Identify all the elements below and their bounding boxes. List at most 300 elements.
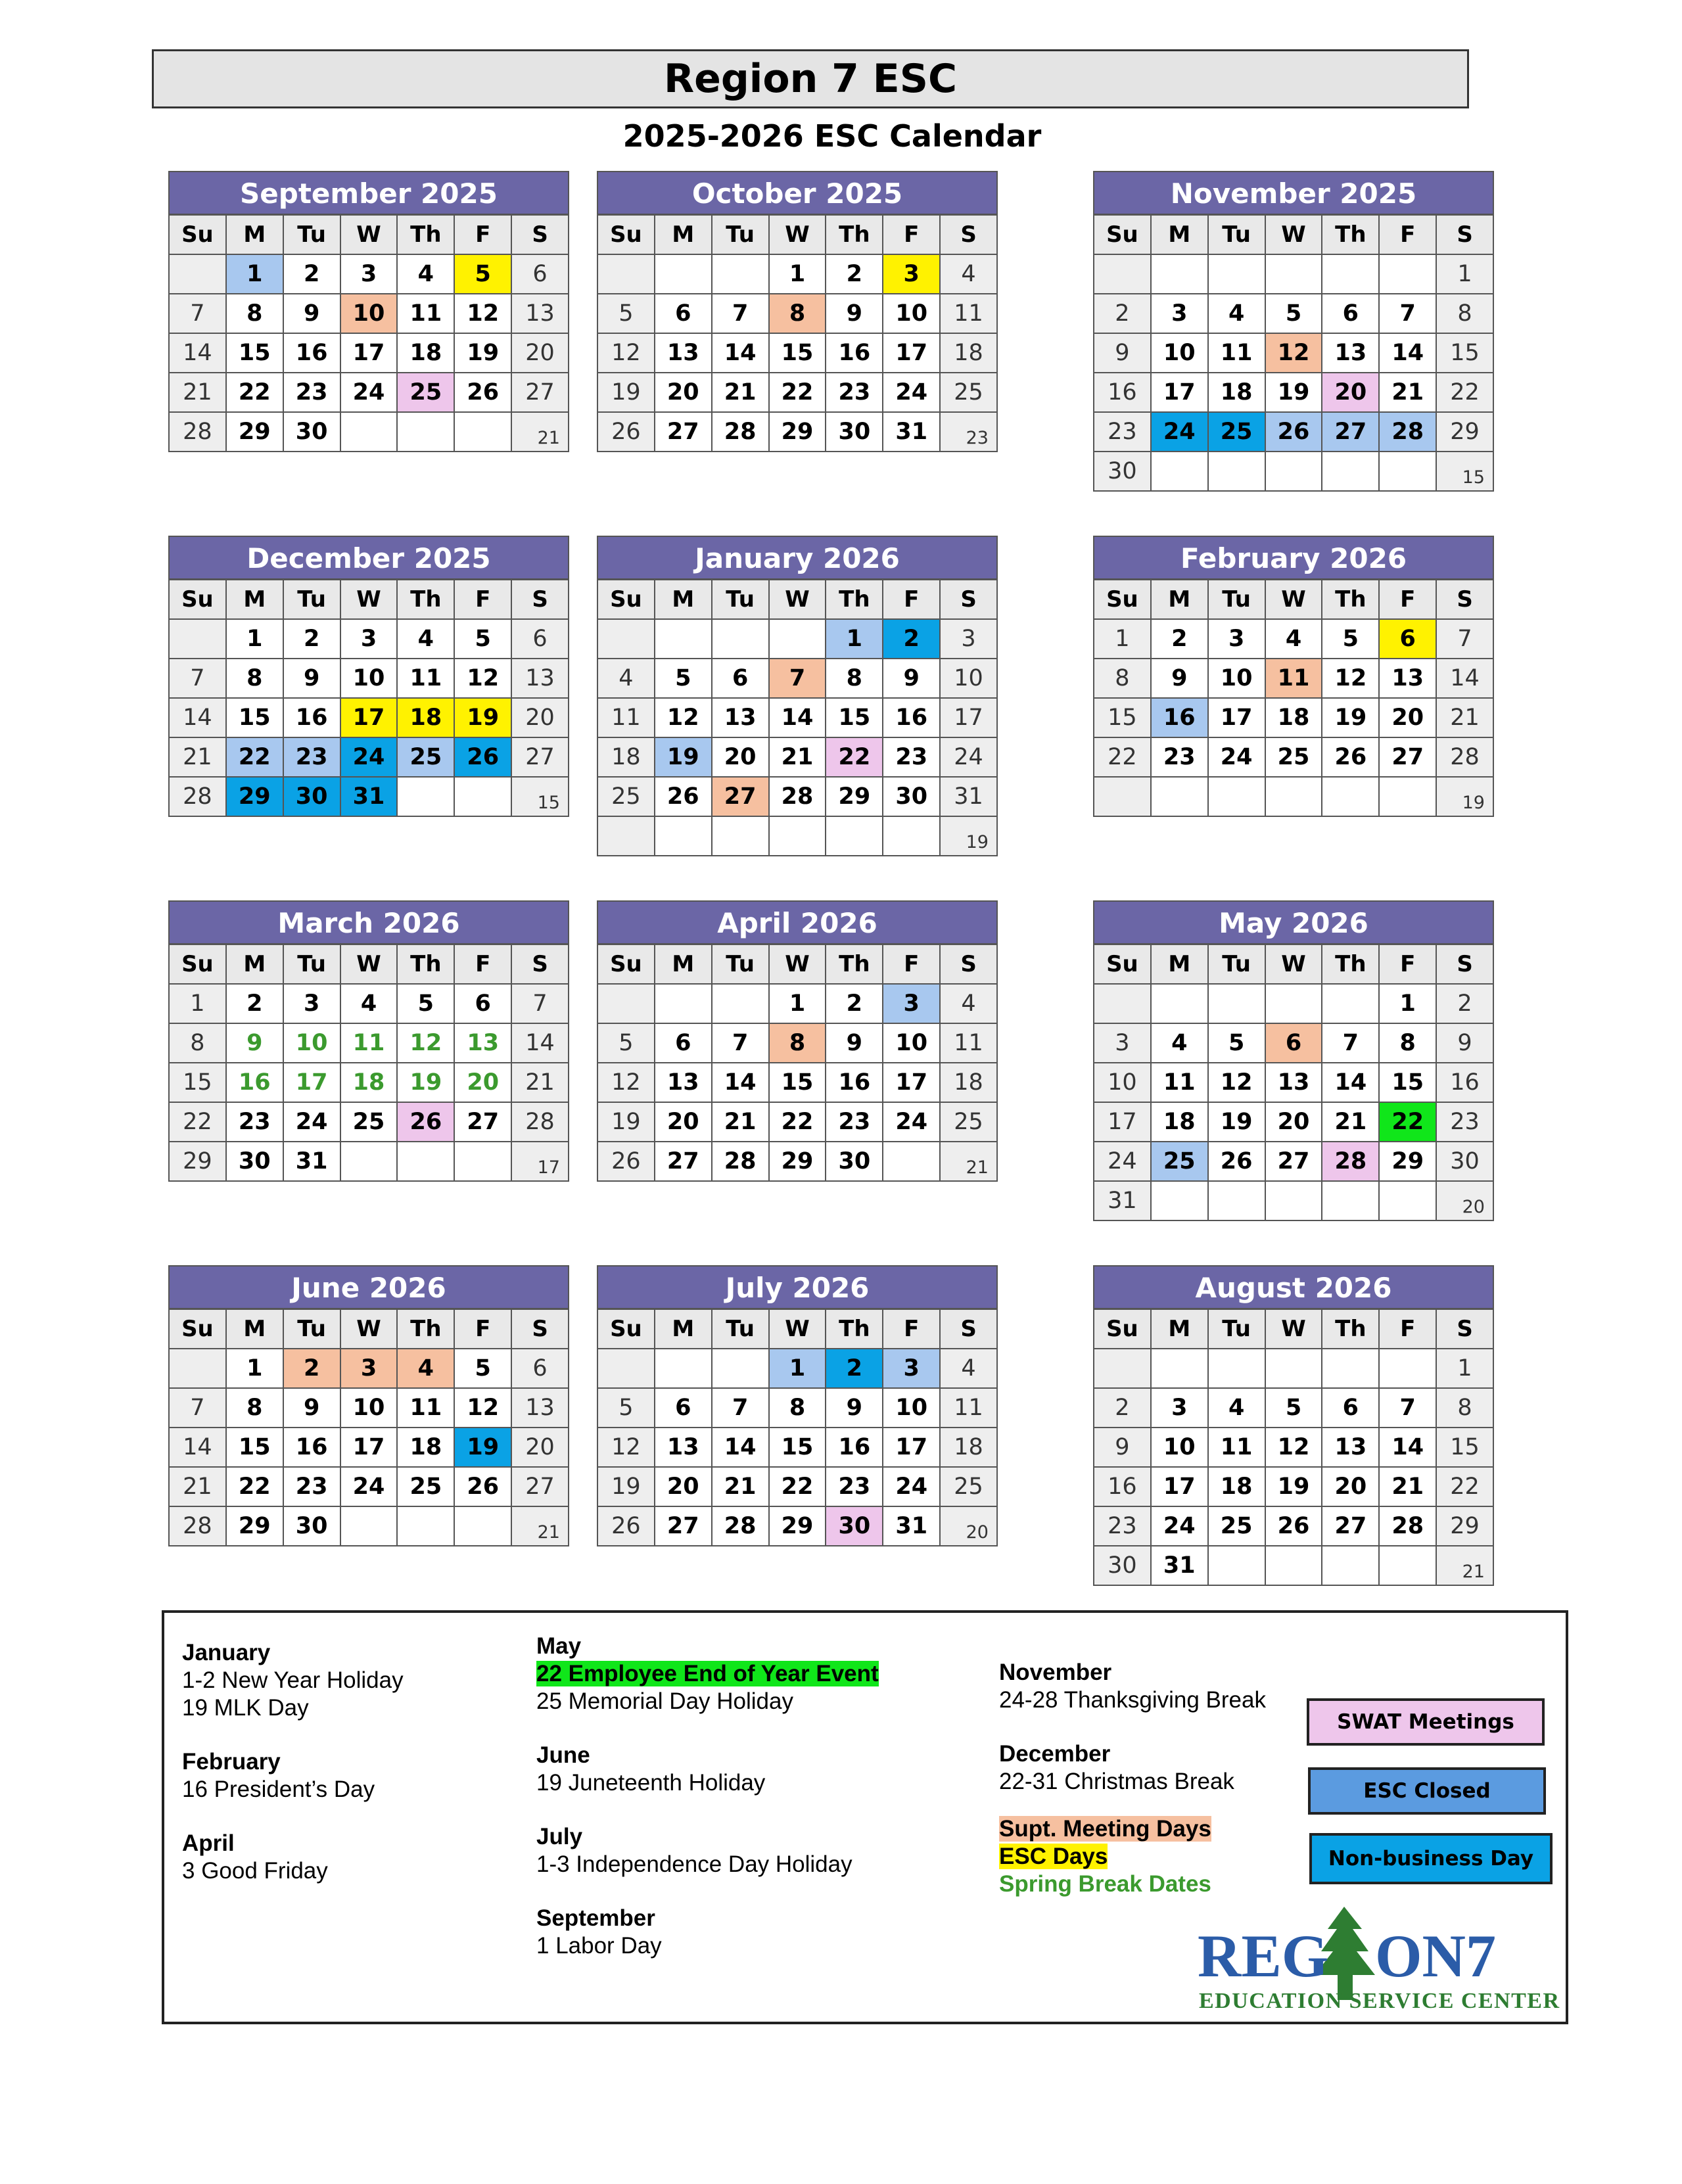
weekday-header: Tu: [284, 1310, 341, 1349]
empty-cell: [1152, 778, 1209, 817]
day-cell: 2: [1094, 294, 1152, 334]
day-cell: 27: [512, 1468, 569, 1507]
day-cell: 28: [770, 778, 827, 817]
weekday-header: Tu: [713, 216, 770, 255]
day-cell: 8: [770, 1024, 827, 1063]
day-cell: 5: [398, 985, 455, 1024]
weekday-header: S: [512, 216, 569, 255]
weekday-header: S: [512, 1310, 569, 1349]
day-cell: 19: [598, 1103, 655, 1142]
weekday-header: M: [227, 1310, 284, 1349]
legend-september-line: 1 Labor Day: [536, 1933, 662, 1959]
day-cell: 20: [655, 1103, 713, 1142]
day-cell: 10: [341, 659, 398, 699]
day-cell: 9: [826, 1389, 883, 1428]
day-cell: 22: [1437, 373, 1494, 413]
key-non-business-day: Non-business Day: [1309, 1833, 1553, 1884]
empty-cell: [1266, 985, 1323, 1024]
day-cell: 19: [455, 334, 512, 373]
empty-cell: [1152, 255, 1209, 294]
legend-esc-days: ESC Days: [999, 1844, 1108, 1869]
weekday-header: W: [770, 1310, 827, 1349]
workday-count-value: 20: [1462, 1197, 1485, 1217]
day-cell: 8: [1437, 1389, 1494, 1428]
day-cell: 24: [1094, 1142, 1152, 1182]
day-cell: 16: [284, 699, 341, 738]
legend-january-line: 1-2 New Year Holiday: [182, 1667, 404, 1693]
empty-cell: [1266, 1349, 1323, 1389]
day-cell: 18: [398, 1428, 455, 1468]
day-cell: 17: [883, 1428, 941, 1468]
day-cell: 5: [1209, 1024, 1266, 1063]
month-calendar: [168, 536, 569, 817]
empty-cell: [655, 1349, 713, 1389]
day-cell: 22: [227, 738, 284, 778]
day-cell: 19: [455, 699, 512, 738]
day-cell: 25: [1209, 1507, 1266, 1546]
month-title: October 2025: [597, 171, 998, 215]
day-cell: 23: [1437, 1103, 1494, 1142]
weekday-header: S: [512, 945, 569, 985]
day-cell: 30: [227, 1142, 284, 1182]
day-cell: 25: [941, 1468, 998, 1507]
day-cell: 10: [341, 1389, 398, 1428]
day-cell: 29: [1380, 1142, 1437, 1182]
day-cell: 4: [1209, 1389, 1266, 1428]
day-cell: 3: [883, 1349, 941, 1389]
day-cell: 17: [341, 1428, 398, 1468]
day-cell: 5: [598, 1024, 655, 1063]
month-grid: [168, 1309, 569, 1546]
day-cell: 29: [227, 778, 284, 817]
day-cell: 21: [512, 1063, 569, 1103]
day-cell: 16: [826, 1428, 883, 1468]
day-cell: 6: [655, 1024, 713, 1063]
day-cell: 3: [1152, 294, 1209, 334]
day-cell: 29: [770, 1507, 827, 1546]
empty-cell: [713, 817, 770, 856]
day-cell: 25: [598, 778, 655, 817]
workday-count-value: 15: [1462, 467, 1485, 488]
day-cell: 17: [883, 334, 941, 373]
day-cell: 27: [455, 1103, 512, 1142]
day-cell: 14: [713, 334, 770, 373]
day-cell: 26: [598, 1142, 655, 1182]
day-cell: 28: [1380, 413, 1437, 452]
weekday-header: Su: [170, 216, 227, 255]
empty-cell: [170, 620, 227, 659]
weekday-header: M: [655, 1310, 713, 1349]
empty-cell: [1322, 985, 1380, 1024]
day-cell: 10: [883, 1024, 941, 1063]
day-cell: 8: [227, 1389, 284, 1428]
day-cell: 18: [1266, 699, 1323, 738]
legend-february-line: 16 President’s Day: [182, 1777, 375, 1802]
empty-cell: [598, 620, 655, 659]
day-cell: 15: [227, 334, 284, 373]
day-cell: 21: [713, 1468, 770, 1507]
day-cell: 2: [1152, 620, 1209, 659]
day-cell: 29: [770, 413, 827, 452]
empty-cell: [1094, 255, 1152, 294]
day-cell: 6: [1266, 1024, 1323, 1063]
day-cell: 10: [1152, 334, 1209, 373]
day-cell: 3: [341, 1349, 398, 1389]
day-cell: 30: [826, 1142, 883, 1182]
weekday-header: Su: [170, 945, 227, 985]
day-cell: 18: [1152, 1103, 1209, 1142]
day-cell: 21: [713, 1103, 770, 1142]
empty-cell: [455, 1507, 512, 1546]
month-grid: [1093, 1309, 1494, 1586]
day-cell: 21: [170, 1468, 227, 1507]
weekday-header: W: [770, 580, 827, 620]
day-cell: 30: [1437, 1142, 1494, 1182]
empty-cell: [1209, 452, 1266, 492]
day-cell: 4: [941, 985, 998, 1024]
weekday-header: Th: [826, 1310, 883, 1349]
month-title: February 2026: [1093, 536, 1494, 580]
empty-cell: [713, 1349, 770, 1389]
empty-cell: [1266, 255, 1323, 294]
day-cell: 25: [1209, 413, 1266, 452]
day-cell: 1: [770, 1349, 827, 1389]
day-cell: 13: [1322, 334, 1380, 373]
day-cell: 14: [1380, 1428, 1437, 1468]
day-cell: 27: [1266, 1142, 1323, 1182]
day-cell: 24: [1209, 738, 1266, 778]
empty-cell: [1209, 985, 1266, 1024]
empty-cell: [1322, 452, 1380, 492]
day-cell: 15: [1380, 1063, 1437, 1103]
weekday-header: F: [883, 945, 941, 985]
day-cell: 9: [1152, 659, 1209, 699]
month-title: September 2025: [168, 171, 569, 215]
day-cell: 25: [941, 1103, 998, 1142]
day-cell: 16: [1152, 699, 1209, 738]
weekday-header: Th: [398, 1310, 455, 1349]
legend-supt-meeting-days: Supt. Meeting Days: [999, 1816, 1211, 1842]
day-cell: 18: [341, 1063, 398, 1103]
day-cell: 21: [170, 738, 227, 778]
day-cell: 25: [398, 1468, 455, 1507]
day-cell: 2: [826, 985, 883, 1024]
empty-cell: [655, 255, 713, 294]
day-cell: 25: [1266, 738, 1323, 778]
empty-cell: [655, 620, 713, 659]
empty-cell: [1209, 255, 1266, 294]
day-cell: 28: [1322, 1142, 1380, 1182]
month-grid: [1093, 215, 1494, 492]
empty-cell: [170, 1349, 227, 1389]
day-cell: 11: [941, 1389, 998, 1428]
empty-cell: [341, 413, 398, 452]
day-cell: 18: [941, 1063, 998, 1103]
legend-november-line: 24-28 Thanksgiving Break: [999, 1687, 1266, 1713]
day-cell: 13: [1266, 1063, 1323, 1103]
day-cell: 17: [1152, 373, 1209, 413]
day-cell: 13: [512, 1389, 569, 1428]
day-cell: 3: [341, 620, 398, 659]
day-cell: 13: [655, 334, 713, 373]
day-cell: 4: [1266, 620, 1323, 659]
weekday-header: Su: [1094, 580, 1152, 620]
empty-cell: [713, 620, 770, 659]
day-cell: 31: [883, 413, 941, 452]
day-cell: 14: [170, 1428, 227, 1468]
day-cell: 23: [883, 738, 941, 778]
day-cell: 27: [512, 373, 569, 413]
empty-cell: [398, 1507, 455, 1546]
workday-count: [941, 1142, 998, 1182]
day-cell: 1: [227, 620, 284, 659]
weekday-header: Su: [598, 945, 655, 985]
empty-cell: [1322, 1546, 1380, 1586]
weekday-header: S: [941, 945, 998, 985]
weekday-header: Su: [170, 580, 227, 620]
logo-tagline: EDUCATION SERVICE CENTER: [1199, 1989, 1559, 2013]
workday-count-value: 21: [966, 1157, 989, 1178]
day-cell: 13: [655, 1428, 713, 1468]
empty-cell: [598, 255, 655, 294]
day-cell: 24: [1152, 413, 1209, 452]
day-cell: 23: [826, 373, 883, 413]
weekday-header: F: [1380, 580, 1437, 620]
empty-cell: [598, 985, 655, 1024]
day-cell: 2: [227, 985, 284, 1024]
weekday-header: Th: [398, 945, 455, 985]
day-cell: 28: [1437, 738, 1494, 778]
day-cell: 14: [1380, 334, 1437, 373]
weekday-header: M: [655, 580, 713, 620]
day-cell: 1: [227, 255, 284, 294]
weekday-header: S: [1437, 216, 1494, 255]
day-cell: 16: [1094, 373, 1152, 413]
day-cell: 22: [770, 373, 827, 413]
day-cell: 23: [1094, 413, 1152, 452]
day-cell: 2: [826, 1349, 883, 1389]
day-cell: 19: [1266, 1468, 1323, 1507]
weekday-header: S: [941, 1310, 998, 1349]
empty-cell: [1380, 1546, 1437, 1586]
weekday-header: Tu: [1209, 1310, 1266, 1349]
day-cell: 20: [455, 1063, 512, 1103]
weekday-header: S: [1437, 1310, 1494, 1349]
empty-cell: [1266, 452, 1323, 492]
workday-count: [941, 817, 998, 856]
day-cell: 25: [941, 373, 998, 413]
day-cell: 18: [1209, 373, 1266, 413]
empty-cell: [655, 985, 713, 1024]
day-cell: 15: [770, 1063, 827, 1103]
day-cell: 17: [1094, 1103, 1152, 1142]
day-cell: 20: [1380, 699, 1437, 738]
weekday-header: F: [1380, 1310, 1437, 1349]
day-cell: 21: [1437, 699, 1494, 738]
day-cell: 2: [883, 620, 941, 659]
day-cell: 12: [1266, 334, 1323, 373]
day-cell: 22: [227, 1468, 284, 1507]
day-cell: 31: [1094, 1182, 1152, 1221]
day-cell: 1: [770, 985, 827, 1024]
weekday-header: Th: [826, 580, 883, 620]
weekday-header: Th: [1322, 1310, 1380, 1349]
day-cell: 16: [1094, 1468, 1152, 1507]
day-cell: 12: [655, 699, 713, 738]
weekday-header: Su: [598, 1310, 655, 1349]
legend-november-head: November: [999, 1660, 1112, 1685]
day-cell: 9: [1094, 334, 1152, 373]
day-cell: 12: [455, 1389, 512, 1428]
month-calendar: [597, 536, 998, 856]
day-cell: 22: [1094, 738, 1152, 778]
weekday-header: W: [341, 945, 398, 985]
key-esc-closed: ESC Closed: [1308, 1767, 1546, 1815]
day-cell: 7: [713, 1024, 770, 1063]
day-cell: 13: [512, 294, 569, 334]
day-cell: 21: [1380, 373, 1437, 413]
day-cell: 24: [341, 738, 398, 778]
day-cell: 7: [170, 659, 227, 699]
empty-cell: [1380, 452, 1437, 492]
day-cell: 26: [455, 1468, 512, 1507]
empty-cell: [1380, 1182, 1437, 1221]
day-cell: 24: [883, 1103, 941, 1142]
logo-word-right: ON7: [1375, 1922, 1496, 1989]
weekday-header: Tu: [284, 945, 341, 985]
empty-cell: [1322, 255, 1380, 294]
day-cell: 18: [598, 738, 655, 778]
day-cell: 7: [1380, 1389, 1437, 1428]
day-cell: 13: [1322, 1428, 1380, 1468]
day-cell: 4: [398, 1349, 455, 1389]
weekday-header: M: [655, 945, 713, 985]
day-cell: 18: [398, 334, 455, 373]
logo-word-left: REG: [1198, 1922, 1329, 1989]
day-cell: 1: [1094, 620, 1152, 659]
day-cell: 30: [883, 778, 941, 817]
day-cell: 2: [1437, 985, 1494, 1024]
empty-cell: [170, 255, 227, 294]
weekday-header: Tu: [284, 216, 341, 255]
day-cell: 3: [341, 255, 398, 294]
day-cell: 24: [941, 738, 998, 778]
day-cell: 1: [227, 1349, 284, 1389]
day-cell: 15: [1437, 1428, 1494, 1468]
weekday-header: Tu: [713, 1310, 770, 1349]
day-cell: 27: [655, 413, 713, 452]
day-cell: 25: [341, 1103, 398, 1142]
month-grid: [1093, 580, 1494, 817]
empty-cell: [1152, 1182, 1209, 1221]
month-title: January 2026: [597, 536, 998, 580]
day-cell: 23: [227, 1103, 284, 1142]
day-cell: 20: [1322, 1468, 1380, 1507]
workday-count: [512, 1142, 569, 1182]
day-cell: 30: [284, 413, 341, 452]
day-cell: 10: [1152, 1428, 1209, 1468]
legend-january-line: 19 MLK Day: [182, 1695, 309, 1721]
day-cell: 8: [227, 294, 284, 334]
day-cell: 8: [170, 1024, 227, 1063]
month-calendar: [597, 1265, 998, 1546]
legend-february-head: February: [182, 1749, 281, 1775]
day-cell: 20: [655, 1468, 713, 1507]
day-cell: 2: [1094, 1389, 1152, 1428]
day-cell: 3: [883, 985, 941, 1024]
weekday-header: Tu: [1209, 216, 1266, 255]
workday-count-value: 21: [537, 428, 560, 448]
day-cell: 15: [770, 334, 827, 373]
weekday-header: Th: [826, 216, 883, 255]
day-cell: 20: [512, 1428, 569, 1468]
day-cell: 15: [770, 1428, 827, 1468]
day-cell: 4: [341, 985, 398, 1024]
day-cell: 12: [598, 1063, 655, 1103]
day-cell: 3: [284, 985, 341, 1024]
day-cell: 7: [1380, 294, 1437, 334]
weekday-header: M: [1152, 945, 1209, 985]
workday-count-value: 19: [966, 832, 989, 852]
day-cell: 8: [1437, 294, 1494, 334]
region7-logo: [1196, 1903, 1564, 2014]
day-cell: 9: [284, 294, 341, 334]
day-cell: 11: [1209, 1428, 1266, 1468]
day-cell: 16: [284, 1428, 341, 1468]
day-cell: 26: [598, 1507, 655, 1546]
month-title: November 2025: [1093, 171, 1494, 215]
weekday-header: F: [883, 580, 941, 620]
legend-column-3: [999, 1659, 1266, 1898]
day-cell: 1: [770, 255, 827, 294]
day-cell: 9: [826, 294, 883, 334]
weekday-header: Su: [598, 216, 655, 255]
day-cell: 8: [1380, 1024, 1437, 1063]
day-cell: 7: [1322, 1024, 1380, 1063]
empty-cell: [713, 255, 770, 294]
day-cell: 19: [398, 1063, 455, 1103]
weekday-header: Tu: [1209, 580, 1266, 620]
day-cell: 5: [455, 620, 512, 659]
weekday-header: Su: [170, 1310, 227, 1349]
day-cell: 8: [1094, 659, 1152, 699]
legend-june-head: June: [536, 1742, 590, 1768]
day-cell: 22: [1380, 1103, 1437, 1142]
month-grid: [597, 944, 998, 1182]
month-title: April 2026: [597, 900, 998, 944]
legend-april-head: April: [182, 1830, 235, 1856]
day-cell: 26: [1209, 1142, 1266, 1182]
day-cell: 6: [512, 1349, 569, 1389]
empty-cell: [1209, 1546, 1266, 1586]
empty-cell: [398, 1142, 455, 1182]
day-cell: 18: [1209, 1468, 1266, 1507]
month-title: August 2026: [1093, 1265, 1494, 1309]
day-cell: 19: [598, 373, 655, 413]
legend-june-line: 19 Juneteenth Holiday: [536, 1770, 766, 1796]
day-cell: 7: [713, 294, 770, 334]
weekday-header: Tu: [713, 945, 770, 985]
day-cell: 22: [170, 1103, 227, 1142]
day-cell: 8: [227, 659, 284, 699]
day-cell: 11: [598, 699, 655, 738]
day-cell: 7: [1437, 620, 1494, 659]
day-cell: 8: [770, 1389, 827, 1428]
month-grid: [168, 944, 569, 1182]
day-cell: 16: [826, 334, 883, 373]
empty-cell: [1152, 1349, 1209, 1389]
month-calendar: [1093, 1265, 1494, 1586]
